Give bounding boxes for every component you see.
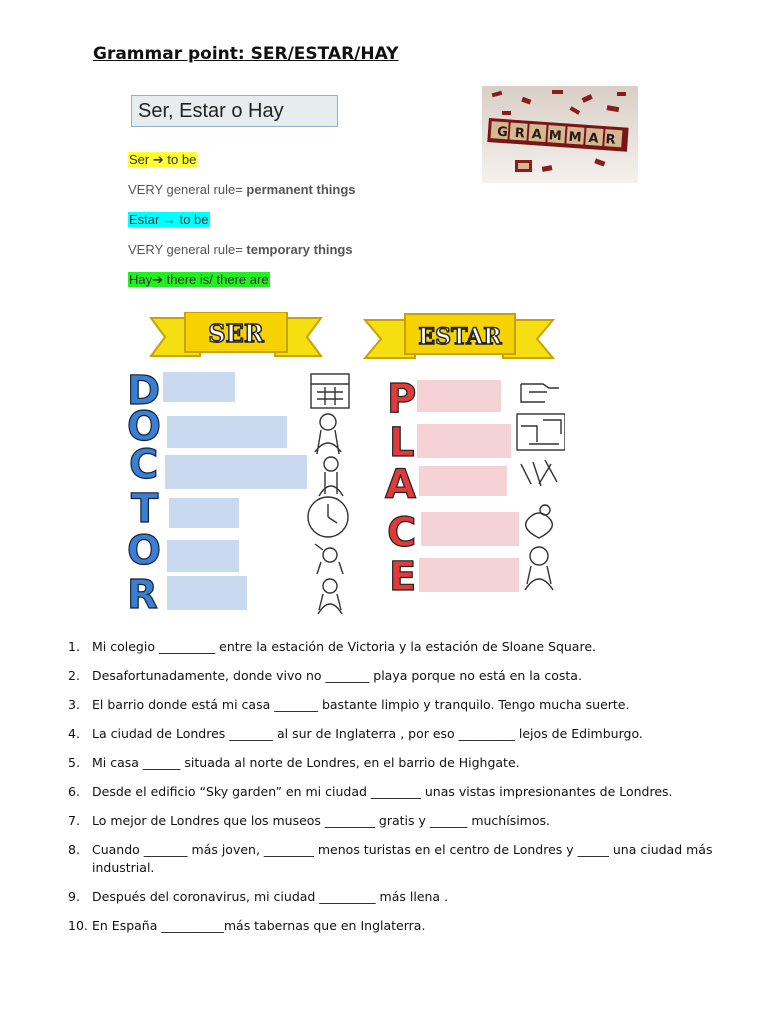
ser-answer-box-r (167, 576, 247, 610)
ser-estar-illustration (125, 312, 565, 624)
ser-answer-box-c (165, 455, 307, 489)
rule1-bold: permanent things (246, 182, 356, 197)
rule-hay (128, 272, 270, 288)
grammar-tiles-photo (482, 86, 638, 183)
hay-meaning: there is/ there are (166, 272, 269, 287)
estar-answer-box-l (417, 424, 511, 458)
place-letter-c: C (387, 510, 417, 556)
rule2-bold: temporary things (246, 242, 353, 257)
list-item: 9. Después del coronavirus, mi ciudad _________ más llena . (68, 889, 449, 904)
doctor-letter-t: T (131, 486, 159, 532)
arrow-icon: ➔ (152, 272, 164, 287)
estar-answer-box-p (417, 380, 501, 412)
rule-permanent (128, 182, 356, 197)
estar-meaning: to be (179, 212, 209, 227)
ser-answer-box-d (163, 372, 235, 402)
place-letter-e: E (389, 554, 417, 600)
list-item: 3. El barrio donde está mi casa _______ bastante limpio y tranquilo. Tengo mucha suerte. (68, 697, 630, 712)
grammar-word: GRAMMAR (496, 124, 624, 149)
list-item: 10. En España __________más tabernas que en Inglaterra. (68, 918, 426, 933)
doctor-letter-r: R (127, 572, 158, 618)
doctor-letter-o: O (127, 404, 162, 450)
ser-answer-box-o (167, 416, 287, 448)
estar-answer-box-a (419, 466, 507, 496)
ser-meaning: to be (167, 152, 197, 167)
rule2-prefix: VERY general rule= (128, 242, 243, 257)
doctor-letter-d: D (127, 368, 161, 414)
estar-banner-text: ESTAR (418, 324, 502, 350)
place-letter-l: L (389, 420, 415, 466)
list-item: 2. Desafortunadamente, donde vivo no _______ playa porque no está en la costa. (68, 668, 582, 683)
list-item: 5. Mi casa ______ situada al norte de Londres, en el barrio de Highgate. (68, 755, 520, 770)
doctor-letter-c: C (129, 442, 159, 488)
rule-ser (128, 152, 197, 168)
estar-answer-box-c (421, 512, 519, 546)
estar-answer-box-e (419, 558, 519, 592)
doctor-letter-o2: O (127, 528, 162, 574)
page-title: Grammar point: SER/ESTAR/HAY (93, 44, 399, 64)
rule-temporary (128, 242, 353, 257)
exercise-sentences (68, 638, 728, 946)
rule1-prefix: VERY general rule= (128, 182, 243, 197)
hay-label: Hay (129, 272, 153, 287)
list-item: 1. Mi colegio _________ entre la estación de Victoria y la estación de Sloane Square. (68, 639, 596, 654)
ser-answer-box-t (169, 498, 239, 528)
estar-banner (365, 314, 553, 358)
estar-label: Estar (129, 212, 160, 227)
section-box-title: Ser, Estar o Hay (131, 95, 338, 127)
list-item: 7. Lo mejor de Londres que los museos ________ gratis y ______ muchísimos. (68, 813, 550, 828)
ser-label: Ser (129, 152, 150, 167)
list-item: 4. La ciudad de Londres _______ al sur de Inglaterra , por eso _________ lejos de Edimburgo. (68, 726, 643, 741)
place-letter-a: A (385, 462, 416, 508)
estar-sketches (517, 384, 565, 590)
arrow-icon: ➔ (152, 152, 164, 167)
ser-sketches (308, 374, 349, 614)
rule-estar (128, 212, 210, 227)
ser-answer-box-o2 (167, 540, 239, 572)
arrow-icon: → (162, 212, 176, 227)
ser-banner-text: SER (208, 319, 264, 348)
ser-banner (151, 312, 321, 356)
place-letter-p: P (387, 376, 417, 422)
list-item: 8. Cuando _______ más joven, ________ menos turistas en el centro de Londres y _____ una ciudad más industrial. (68, 842, 713, 875)
list-item: 6. Desde el edificio “Sky garden” en mi ciudad ________ unas vistas impresionantes de Londres. (68, 784, 673, 799)
